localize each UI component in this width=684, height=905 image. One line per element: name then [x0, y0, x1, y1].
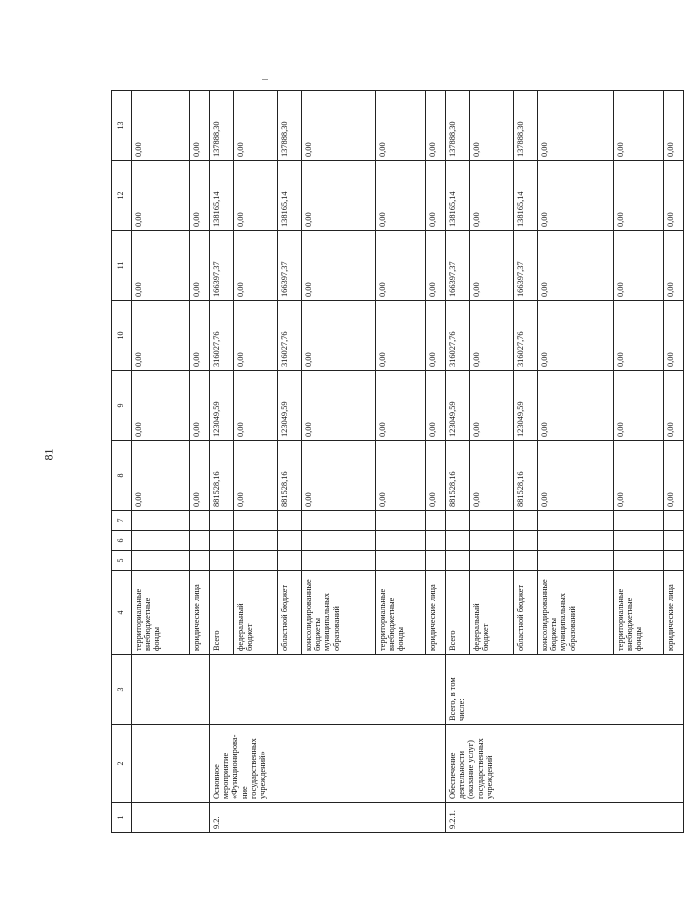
value-cell [538, 551, 614, 571]
value-cell [614, 531, 664, 551]
value-cell: 0,00 [302, 301, 376, 371]
value-cell: 0,00 [614, 91, 664, 161]
column-number: 2 [112, 725, 132, 803]
stray-mark [262, 79, 268, 80]
value-cell: 0,00 [470, 441, 514, 511]
funding-source-cell: федеральный бюджет [234, 571, 278, 655]
value-cell [446, 511, 470, 531]
value-cell: 0,00 [234, 161, 278, 231]
value-cell: 166397,37 [514, 231, 538, 301]
value-cell [234, 531, 278, 551]
value-cell: 881528,16 [446, 441, 470, 511]
value-cell: 0,00 [190, 91, 210, 161]
executor-cell [132, 655, 210, 725]
value-cell: 0,00 [538, 371, 614, 441]
value-cell: 0,00 [132, 441, 190, 511]
value-cell: 0,00 [376, 231, 426, 301]
value-cell: 0,00 [426, 441, 446, 511]
value-cell: 0,00 [664, 301, 684, 371]
value-cell: 0,00 [190, 301, 210, 371]
value-cell [426, 551, 446, 571]
funding-source-cell: юридические лица [190, 571, 210, 655]
value-cell [278, 511, 302, 531]
value-cell [132, 551, 190, 571]
value-cell: 0,00 [426, 371, 446, 441]
item-number-cell: 9.2.1. [446, 803, 684, 833]
value-cell: 316027,76 [210, 301, 234, 371]
column-number: 1 [112, 803, 132, 833]
value-cell: 123049,59 [446, 371, 470, 441]
value-cell: 0,00 [426, 301, 446, 371]
value-cell: 166397,37 [446, 231, 470, 301]
value-cell: 0,00 [190, 441, 210, 511]
value-cell: 0,00 [376, 91, 426, 161]
value-cell: 0,00 [426, 161, 446, 231]
value-cell [470, 551, 514, 571]
funding-source-cell: областной бюджет [514, 571, 538, 655]
value-cell: 0,00 [470, 371, 514, 441]
funding-source-cell: территориальные внебюджетные фонды [614, 571, 664, 655]
column-number: 10 [112, 301, 132, 371]
executor-cell [210, 655, 446, 725]
table-rotator [111, 91, 675, 833]
funding-source-cell: Всего [446, 571, 470, 655]
value-cell: 0,00 [426, 91, 446, 161]
value-cell: 0,00 [538, 231, 614, 301]
value-cell: 0,00 [470, 161, 514, 231]
value-cell: 0,00 [132, 161, 190, 231]
table-row [132, 91, 190, 833]
value-cell: 0,00 [664, 91, 684, 161]
value-cell: 0,00 [190, 161, 210, 231]
value-cell: 0,00 [234, 91, 278, 161]
column-number: 8 [112, 441, 132, 511]
item-number-cell [132, 803, 210, 833]
column-number: 13 [112, 91, 132, 161]
value-cell: 881528,16 [210, 441, 234, 511]
value-cell [446, 531, 470, 551]
value-cell: 0,00 [614, 371, 664, 441]
value-cell [210, 551, 234, 571]
value-cell: 0,00 [302, 91, 376, 161]
value-cell: 0,00 [234, 371, 278, 441]
value-cell: 0,00 [538, 301, 614, 371]
value-cell [426, 531, 446, 551]
value-cell [302, 531, 376, 551]
value-cell: 0,00 [190, 231, 210, 301]
value-cell: 138165,14 [514, 161, 538, 231]
rotated-table-frame [111, 91, 675, 833]
value-cell: 0,00 [190, 371, 210, 441]
value-cell: 0,00 [664, 231, 684, 301]
column-number: 5 [112, 551, 132, 571]
value-cell [234, 551, 278, 571]
financing-table [111, 90, 684, 833]
value-cell [278, 551, 302, 571]
value-cell: 0,00 [664, 371, 684, 441]
value-cell: 316027,76 [278, 301, 302, 371]
value-cell [614, 551, 664, 571]
table-row [210, 91, 234, 833]
column-number: 3 [112, 655, 132, 725]
value-cell [278, 531, 302, 551]
value-cell: 0,00 [664, 161, 684, 231]
value-cell: 137888,30 [514, 91, 538, 161]
value-cell: 316027,76 [446, 301, 470, 371]
value-cell: 0,00 [132, 231, 190, 301]
value-cell: 0,00 [302, 161, 376, 231]
value-cell: 137888,30 [446, 91, 470, 161]
value-cell: 0,00 [664, 441, 684, 511]
value-cell [210, 531, 234, 551]
value-cell: 123049,59 [514, 371, 538, 441]
funding-source-cell: юридические лица [426, 571, 446, 655]
value-cell: 138165,14 [210, 161, 234, 231]
value-cell [376, 511, 426, 531]
value-cell: 166397,37 [278, 231, 302, 301]
value-cell: 316027,76 [514, 301, 538, 371]
value-cell: 0,00 [132, 301, 190, 371]
value-cell: 0,00 [302, 441, 376, 511]
value-cell: 0,00 [470, 231, 514, 301]
value-cell [614, 511, 664, 531]
column-number: 7 [112, 511, 132, 531]
value-cell [664, 551, 684, 571]
value-cell: 0,00 [234, 441, 278, 511]
value-cell: 0,00 [302, 231, 376, 301]
value-cell: 881528,16 [514, 441, 538, 511]
value-cell: 0,00 [538, 91, 614, 161]
value-cell: 138165,14 [278, 161, 302, 231]
funding-source-cell: территориальные внебюджетные фонды [376, 571, 426, 655]
funding-source-cell: консолидированные бюджеты муниципальных образований [302, 571, 376, 655]
funding-source-cell: территориальные внебюджетные фонды [132, 571, 190, 655]
value-cell: 137888,30 [278, 91, 302, 161]
funding-source-cell: федеральный бюджет [470, 571, 514, 655]
value-cell [132, 511, 190, 531]
value-cell: 0,00 [538, 161, 614, 231]
column-number: 12 [112, 161, 132, 231]
value-cell [190, 531, 210, 551]
value-cell: 0,00 [302, 371, 376, 441]
page-number: 81 [41, 448, 56, 461]
value-cell: 0,00 [426, 231, 446, 301]
value-cell [302, 511, 376, 531]
value-cell [190, 511, 210, 531]
value-cell: 881528,16 [278, 441, 302, 511]
funding-source-cell: Всего [210, 571, 234, 655]
item-name-cell [132, 725, 210, 803]
item-name-cell: Обеспечение деятельности (оказание услуг) государственных учреждений [446, 725, 684, 803]
value-cell: 166397,37 [210, 231, 234, 301]
column-number: 4 [112, 571, 132, 655]
value-cell [538, 531, 614, 551]
funding-source-cell: юридические лица [664, 571, 684, 655]
executor-cell: Всего, в том числе: [446, 655, 684, 725]
value-cell: 0,00 [538, 441, 614, 511]
funding-source-cell: областной бюджет [278, 571, 302, 655]
column-number: 11 [112, 231, 132, 301]
value-cell: 0,00 [376, 441, 426, 511]
value-cell [514, 511, 538, 531]
value-cell [376, 531, 426, 551]
value-cell: 0,00 [470, 91, 514, 161]
value-cell: 0,00 [234, 231, 278, 301]
value-cell: 0,00 [132, 371, 190, 441]
value-cell [470, 511, 514, 531]
value-cell [470, 531, 514, 551]
value-cell [514, 551, 538, 571]
value-cell: 0,00 [614, 441, 664, 511]
value-cell: 0,00 [614, 231, 664, 301]
value-cell [132, 531, 190, 551]
value-cell [538, 511, 614, 531]
funding-source-cell: консолидированные бюджеты муниципальных образований [538, 571, 614, 655]
value-cell [664, 511, 684, 531]
value-cell: 123049,59 [210, 371, 234, 441]
value-cell [210, 511, 234, 531]
column-number: 6 [112, 531, 132, 551]
table-row [446, 91, 470, 833]
value-cell: 0,00 [376, 301, 426, 371]
value-cell: 137888,30 [210, 91, 234, 161]
value-cell [302, 551, 376, 571]
item-number-cell: 9.2. [210, 803, 446, 833]
column-number-row [112, 91, 132, 833]
value-cell [376, 551, 426, 571]
value-cell: 0,00 [614, 161, 664, 231]
value-cell: 0,00 [470, 301, 514, 371]
value-cell [514, 531, 538, 551]
value-cell: 0,00 [614, 301, 664, 371]
value-cell: 0,00 [234, 301, 278, 371]
value-cell [446, 551, 470, 571]
value-cell [190, 551, 210, 571]
column-number: 9 [112, 371, 132, 441]
value-cell [664, 531, 684, 551]
value-cell: 123049,59 [278, 371, 302, 441]
item-name-cell: Основное мероприятие «Функционирова-ние государственных учреждений» [210, 725, 446, 803]
value-cell: 0,00 [376, 371, 426, 441]
value-cell: 138165,14 [446, 161, 470, 231]
value-cell: 0,00 [132, 91, 190, 161]
value-cell: 0,00 [376, 161, 426, 231]
value-cell [426, 511, 446, 531]
value-cell [234, 511, 278, 531]
